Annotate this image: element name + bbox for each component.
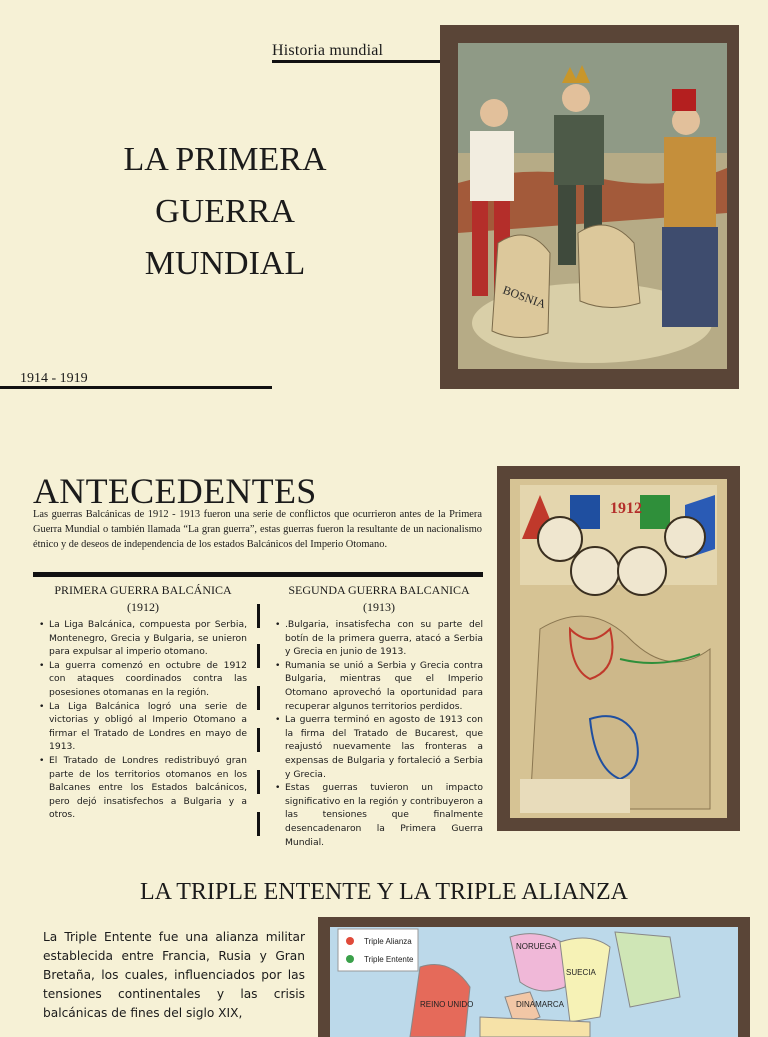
map-label-reino-unido: REINO UNIDO <box>420 1000 474 1009</box>
list-item: • .Bulgaria, insatisfecha con su parte del botín de la primera guerra, atacó a Serbia y Grecia en junio de 1913. <box>275 618 483 659</box>
title-line-2: GUERRA <box>155 193 295 230</box>
second-war-year: (1913) <box>363 600 395 614</box>
antecedentes-divider <box>33 572 483 577</box>
column-divider-segment <box>257 812 260 836</box>
map-year-label: 1912 <box>610 500 642 517</box>
column-divider-segment <box>257 644 260 668</box>
first-war-title: PRIMERA GUERRA BALCÁNICA <box>54 583 232 597</box>
list-item: • La guerra comenzó en octubre de 1912 con ataques coordinados contra las posesiones otomanas en la región. <box>39 659 247 700</box>
triple-alliance-legend-icon <box>346 937 354 945</box>
list-item: • La Liga Balcánica, compuesta por Serbia, Montenegro, Grecia y Bulgaria, se unieron para expulsar al imperio otomano. <box>39 618 247 659</box>
column-divider-segment <box>257 604 260 628</box>
first-war-year: (1912) <box>127 600 159 614</box>
map-label-dinamarca: DINAMARCA <box>516 1000 565 1009</box>
caricature-illustration <box>458 43 727 369</box>
triple-entente-text: La Triple Entente fue una alianza militar establecida entre Francia, Rusia y Gran Bretaña, los cuales, influenciados por las tensiones continentales y las crisis balcánicas de fines del siglo XIX, <box>43 930 305 1020</box>
second-war-list <box>275 618 483 849</box>
list-item: • La guerra terminó en agosto de 1913 con la firma del Tratado de Bucarest, que reajustó nuevamente las fronteras a expensas de Bulgaria y fortaleció a Serbia y Grecia. <box>275 713 483 781</box>
caricature-image <box>458 43 727 369</box>
balkan-map-image <box>510 479 727 818</box>
list-item: • Estas guerras tuvieron un impacto significativo en la región y contribuyeron a las tensiones que finalmente desencadenaron la Primera Guerra Mundial. <box>275 781 483 849</box>
column-divider-segment <box>257 770 260 794</box>
balkan-map-frame <box>497 466 740 831</box>
map-label-suecia: SUECIA <box>566 968 596 977</box>
alliance-map-frame <box>318 917 750 1037</box>
list-item: • La Liga Balcánica logró una serie de victorias y obligó al Imperio Otomano a firmar el Tratado de Londres en mayo de 1913. <box>39 700 247 754</box>
caricature-image-frame <box>440 25 739 389</box>
list-item: • Rumania se unió a Serbia y Grecia contra Bulgaria, mientras que el Imperio Otomano aprovechó la oportunidad para recuperar algunos territorios perdidos. <box>275 659 483 713</box>
first-war-list <box>39 618 247 822</box>
column-divider-segment <box>257 728 260 752</box>
second-war-column <box>275 582 483 849</box>
second-war-title: SEGUNDA GUERRA BALCANICA <box>288 583 470 597</box>
triple-entente-legend-icon <box>346 955 354 963</box>
section-heading-antecedentes: ANTECEDENTES <box>33 471 317 511</box>
date-range: 1914 - 1919 <box>20 371 88 386</box>
antecedentes-intro: Las guerras Balcánicas de 1912 - 1913 fueron una serie de conflictos que ocurrieron antes de la Primera Guerra Mundial o también llamada “La gran guerra”, estas guerras fueron la resultante de un nacionalismo étnico y de deseos de independencia de los estados Balcánicos del Imperio Otomano. <box>33 509 482 551</box>
page-title <box>60 134 390 290</box>
title-line-3: MUNDIAL <box>144 245 306 282</box>
map-label-noruega: NORUEGA <box>516 942 557 951</box>
list-item: • El Tratado de Londres redistribuyó gran parte de los territorios otomanos en los Balcanes entre los Estados balcánicos, pero dejó insatisfechos a Bulgaria y a otros. <box>39 754 247 822</box>
column-divider-segment <box>257 686 260 710</box>
subject-label: Historia mundial <box>272 42 384 59</box>
balkan-map-illustration <box>510 479 727 818</box>
section-heading-triple: LA TRIPLE ENTENTE Y LA TRIPLE ALIANZA <box>140 879 628 905</box>
date-underline <box>0 386 272 389</box>
title-line-1: LA PRIMERA <box>123 141 327 178</box>
alliance-map-illustration <box>330 927 738 1037</box>
sack-label-bosnia: BOSNIA <box>500 282 548 312</box>
alliance-map-image <box>330 927 738 1037</box>
first-war-column <box>39 582 247 822</box>
legend-triple-alianza: Triple Alianza <box>364 937 412 946</box>
legend-triple-entente: Triple Entente <box>364 955 414 964</box>
